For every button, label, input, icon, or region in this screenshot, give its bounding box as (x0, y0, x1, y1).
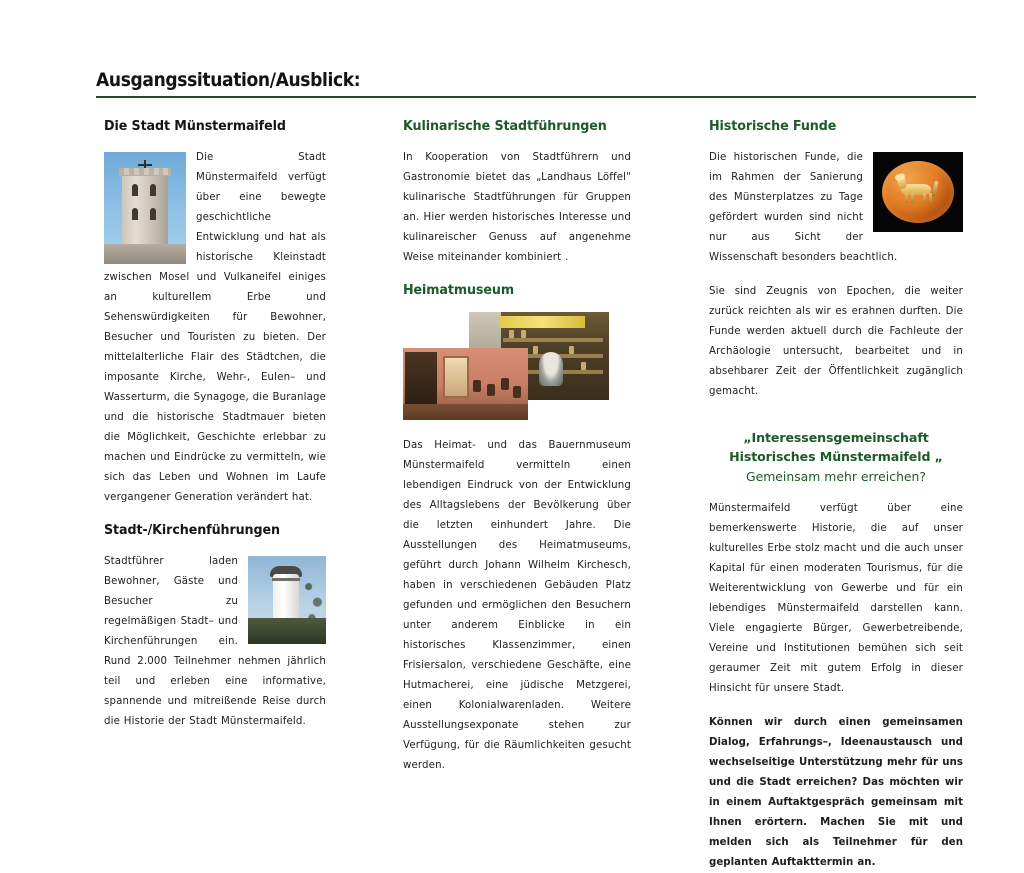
section-heading-heimatmuseum: Heimatmuseum (403, 282, 514, 299)
shop-jar (581, 362, 586, 370)
paragraph-historische-funde-1: Die historischen Funde, die im Rahmen der Sanierung des Münsterplatzes zu Tage gefördert wurden sind nicht nur aus Sicht der Wissenschaft besonders beachtlich. (709, 152, 898, 264)
hillside (248, 618, 326, 644)
page-header (96, 70, 976, 98)
shop-jar (509, 330, 514, 338)
white-tower-photo (248, 556, 326, 644)
crenellation (163, 168, 168, 175)
paragraph-ig-historie: Münstermaifeld verfügt über eine bemerkenswerte Historie, die auf unser kulturelles Erbe stolz macht und die auch unser Kapital für einen moderaten Tourismus, für die Weiterentwicklung von Gewerbe und für ein lebendiges Münstermaifeld darstellen kann. Viele engagierte Bürger, Gewerbetreibende, Vereine und Institutionen bemühen sich seit geraumer Zeit mit gutem Erfolg in dieser Hinsicht für unsere Stadt. (709, 503, 963, 695)
exhibit-object (513, 386, 521, 398)
tower-gallery-band (272, 578, 300, 581)
tower-window (132, 184, 138, 196)
section-heading-kulinarische-stadtfuehrungen: Kulinarische Stadtführungen (403, 118, 607, 134)
horse-leg (923, 193, 926, 203)
shop-jar (533, 346, 538, 354)
paragraph-call-to-action: Können wir durch einen gemeinsamen Dialog, Erfahrungs–, Ideenaustausch und wechselseitige Unterstützung mehr für uns und die Stadt erreichen? Das möchten wir in einem Auftaktgespräch gemeinsam mit Ihnen erörtern. Machen Sie mit und melden sich als Teilnehmer für den geplanten Auftakttermin an. (709, 717, 963, 869)
shop-lamp (539, 352, 563, 386)
section-heading-stadt-kirchenfuehrungen: Stadt-/Kirchenführungen (104, 522, 280, 539)
ig-heading-line-3: Gemeinsam mehr erreichen? (746, 469, 926, 485)
horse-tail (931, 181, 938, 197)
tower-body (122, 174, 168, 246)
exhibit-object (487, 384, 495, 396)
historic-gem-photo (873, 152, 963, 232)
horse-engraving (895, 176, 941, 202)
paragraph-heimatmuseum: Das Heimat- und das Bauernmuseum Münstermaifeld vermitteln einen lebendigen Eindruck von der Entwicklung des Alltagslebens der Bevölkerung über die letzten einhundert Jahre. Die Ausstellungen des Heimatmuseums, geführt durch Johann Wilhelm Kirchesch, haben in verschiedenen Gebäuden Platz gefunden und ermöglichen den Besuchern unter anderem Einblicke in ein historisches Klassenzimmer, einen Frisiersalon, verschiedene Geschäfte, eine Hutmacherei, eine jüdische Metzgerei, einen Kolonialwarenladen. Weitere Ausstellungsexponate stehen zur Verfügung, für die Räumlichkeiten gesucht werden. (403, 440, 631, 772)
title-divider (96, 96, 976, 98)
ig-heading-line-2: Historisches Münstermaifeld „ (729, 449, 943, 465)
section-heading-die-stadt-muenstermaifeld: Die Stadt Münstermaifeld (104, 118, 286, 134)
church-tower-photo (104, 152, 186, 264)
interessengemeinschaft-heading (709, 428, 963, 487)
paragraph-historische-funde-2: Sie sind Zeugnis von Epochen, die weiter zurück reichten als wir es erahnen durften. Die Funde werden aktuell durch die Fachleute der Archäologie untersucht, bearbeitet und in absehbarer Zeit der Öffentlichkeit zugänglich gemacht. (709, 286, 963, 398)
room-floor (403, 404, 528, 420)
paragraph-kulinarische: In Kooperation von Stadtführern und Gastronomie bietet das „Landhaus Löffel" kulinarische Stadtführungen für Gruppen an. Hier werden historisches Interesse und kulinareischer Genuss auf angenehme Weise miteinander kombiniert . (403, 152, 631, 264)
tower-body (273, 574, 299, 624)
page-title: Ausgangssituation/Ausblick: (96, 69, 361, 91)
shop-jar (569, 346, 574, 354)
crenellation (124, 168, 129, 175)
column-three (709, 118, 963, 873)
shop-shelf (503, 338, 603, 342)
exhibition-room-photo (403, 348, 528, 420)
paragraph-die-stadt: Die Stadt Münstermaifeld verfügt über eine bewegte geschichtliche Entwicklung und hat als historische Kleinstadt zwischen Mosel und Vulkaneifel einiges an kulturellem Erbe und Sehenswürdigkeiten für Bewohner, Besucher und Touristen zu bieten. Der mittelalterliche Flair des Städtchen, die imposante Kirche, Wehr-, Eulen– und Wasserturm, die Synagoge, die Buranlage und die historische Stadtmauer bieten die Möglichkeit, Geschichte erlebbar zu machen und Eindrücke zu vermitteln, wie sich das Leben und Wohnen im Laufe vergangener Generation verändert hat. (104, 152, 326, 504)
exhibit-object (501, 378, 509, 390)
column-two (403, 118, 631, 776)
tower-window (150, 184, 156, 196)
horse-leg (905, 193, 908, 203)
crenellation (144, 168, 149, 175)
tower-window (132, 208, 138, 220)
paragraph-stadtfuehrungen: Stadtführer laden Bewohner, Gäste und Besucher zu regelmäßigen Stadt– und Kirchenführungen ein. Rund 2.000 Teilnehmer nehmen jährlich teil und erleben eine informative, spannende und mitreißende Reise durch die Historie der Stadt Münstermaifeld. (104, 556, 326, 728)
ig-heading-line-1: „Interessensgemeinschaft (743, 430, 929, 446)
column-one (104, 118, 326, 732)
shop-signboard (499, 316, 585, 328)
room-doorway (443, 356, 469, 398)
exhibit-object (473, 380, 481, 392)
horse-leg (929, 193, 932, 203)
church-roofline (104, 244, 186, 264)
horse-leg (911, 193, 914, 203)
tower-window (150, 208, 156, 220)
display-cabinet (405, 352, 437, 406)
crenellation (154, 168, 159, 175)
section-heading-historische-funde: Historische Funde (709, 118, 837, 134)
museum-photo-group (403, 312, 631, 420)
crenellation (134, 168, 139, 175)
shop-jar (521, 330, 526, 338)
